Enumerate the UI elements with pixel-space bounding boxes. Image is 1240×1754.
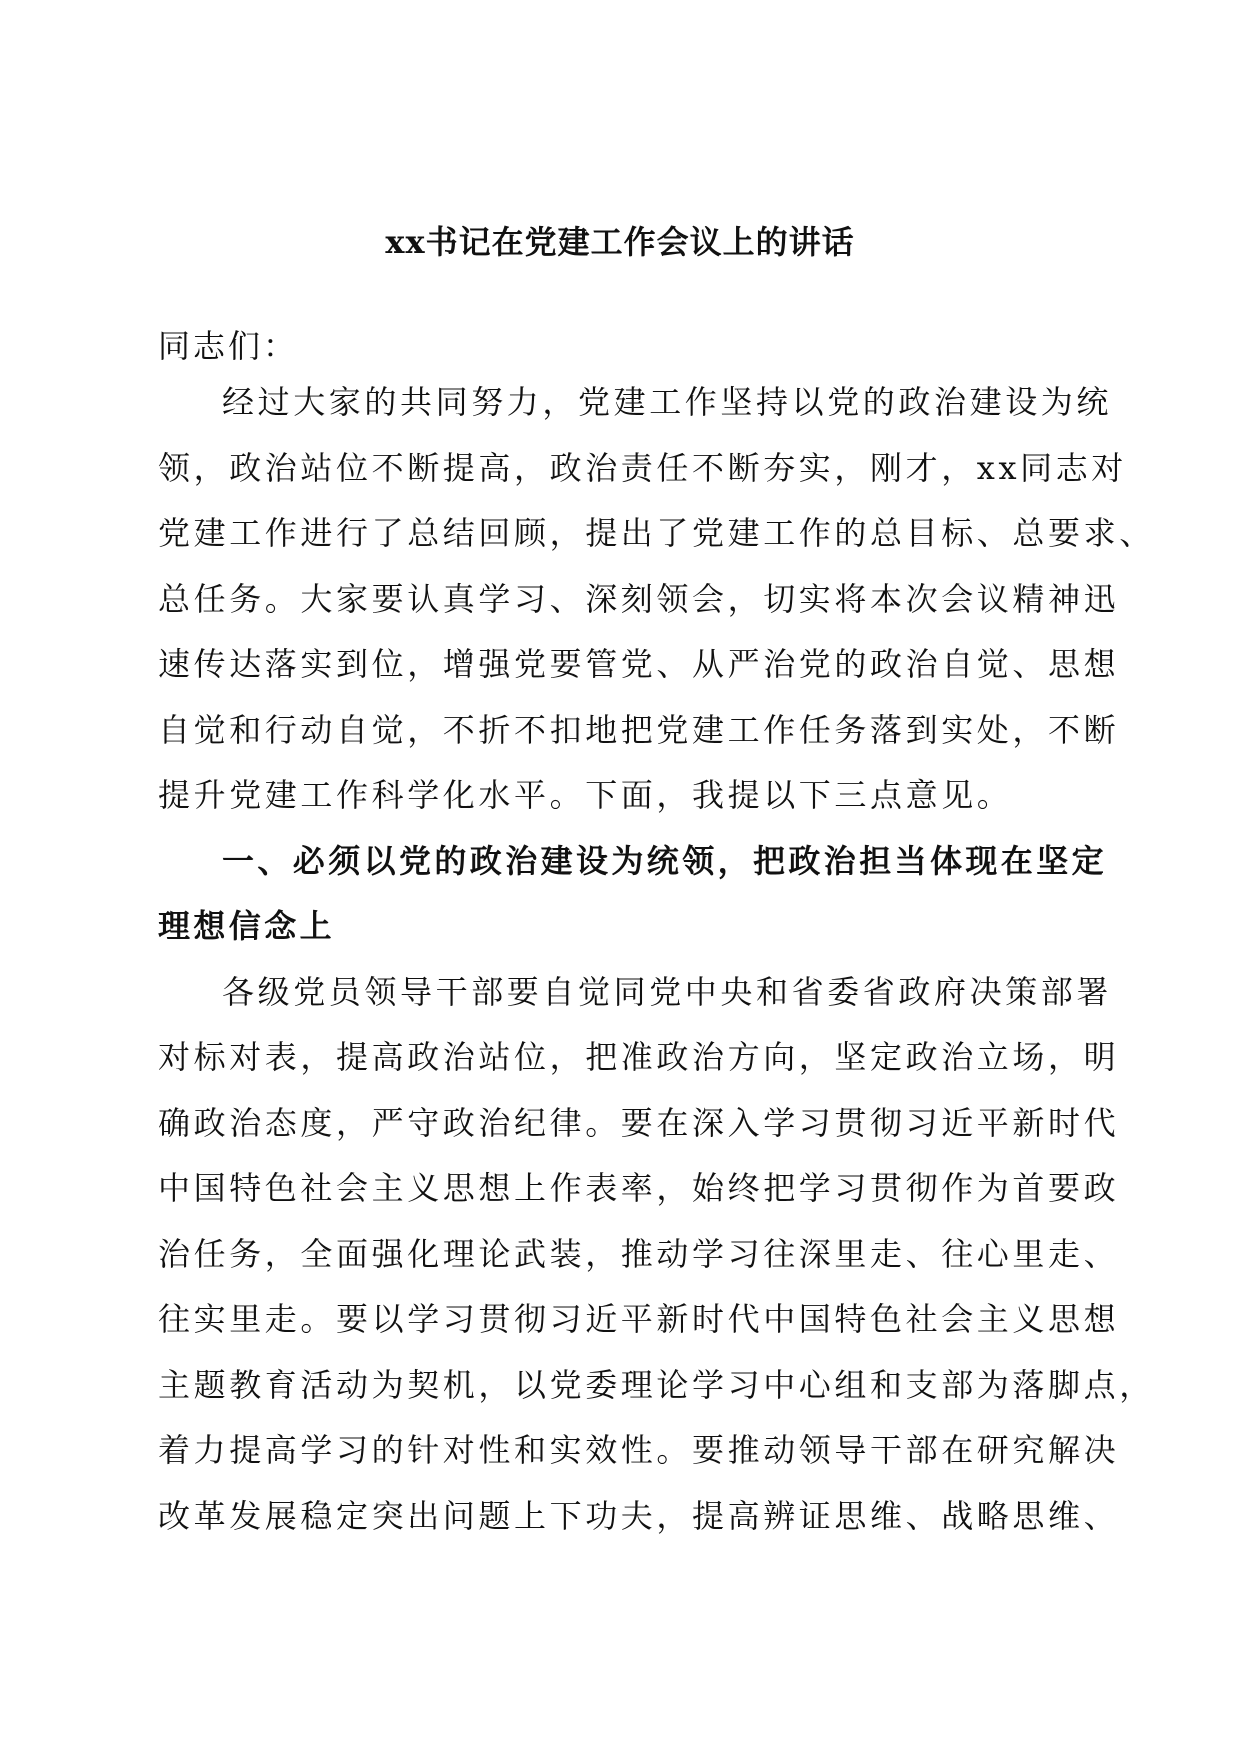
- section-heading-line: 一、必须以党的政治建设为统领，把政治担当体现在坚定: [222, 841, 1108, 880]
- paragraph-line: 党建工作进行了总结回顾，提出了党建工作的总目标、总要求、: [158, 514, 1155, 552]
- paragraph-line: 确政治态度，严守政治纪律。要在深入学习贯彻习近平新时代: [158, 1103, 1120, 1142]
- paragraph-line: 经过大家的共同努力，党建工作坚持以党的政治建设为统: [222, 383, 1113, 421]
- paragraph-line: 中国特色社会主义思想上作表率，始终把学习贯彻作为首要政: [158, 1169, 1120, 1207]
- paragraph-line: 往实里走。要以学习贯彻习近平新时代中国特色社会主义思想: [158, 1300, 1120, 1338]
- section-heading-line: 理想信念上: [158, 907, 336, 945]
- paragraph-line: 着力提高学习的针对性和实效性。要推动领导干部在研究解决: [158, 1431, 1120, 1469]
- paragraph-line: 改革发展稳定突出问题上下功夫，提高辨证思维、战略思维、: [158, 1496, 1120, 1535]
- document-title: xx书记在党建工作会议上的讲话: [385, 223, 855, 261]
- paragraph-line: 速传达落实到位，增强党要管党、从严治党的政治自觉、思想: [158, 645, 1120, 683]
- paragraph-line: 各级党员领导干部要自觉同党中央和省委省政府决策部署: [222, 972, 1113, 1011]
- paragraph-line: 主题教育活动为契机，以党委理论学习中心组和支部为落脚点，: [158, 1365, 1155, 1404]
- paragraph-line: 总任务。大家要认真学习、深刻领会，切实将本次会议精神迅: [158, 579, 1120, 618]
- paragraph-line: 提升党建工作科学化水平。下面，我提以下三点意见。: [158, 776, 1013, 814]
- document-body: [158, 370, 1155, 1549]
- paragraph-line: 治任务，全面强化理论武装，推动学习往深里走、往心里走、: [158, 1234, 1120, 1273]
- paragraph-line: 自觉和行动自觉，不折不扣地把党建工作任务落到实处，不断: [158, 710, 1120, 749]
- paragraph-line: 领，政治站位不断提高，政治责任不断夯实，刚才，xx同志对: [158, 448, 1127, 487]
- salutation: 同志们：: [158, 327, 299, 365]
- paragraph-line: 对标对表，提高政治站位，把准政治方向，坚定政治立场，明: [158, 1038, 1120, 1076]
